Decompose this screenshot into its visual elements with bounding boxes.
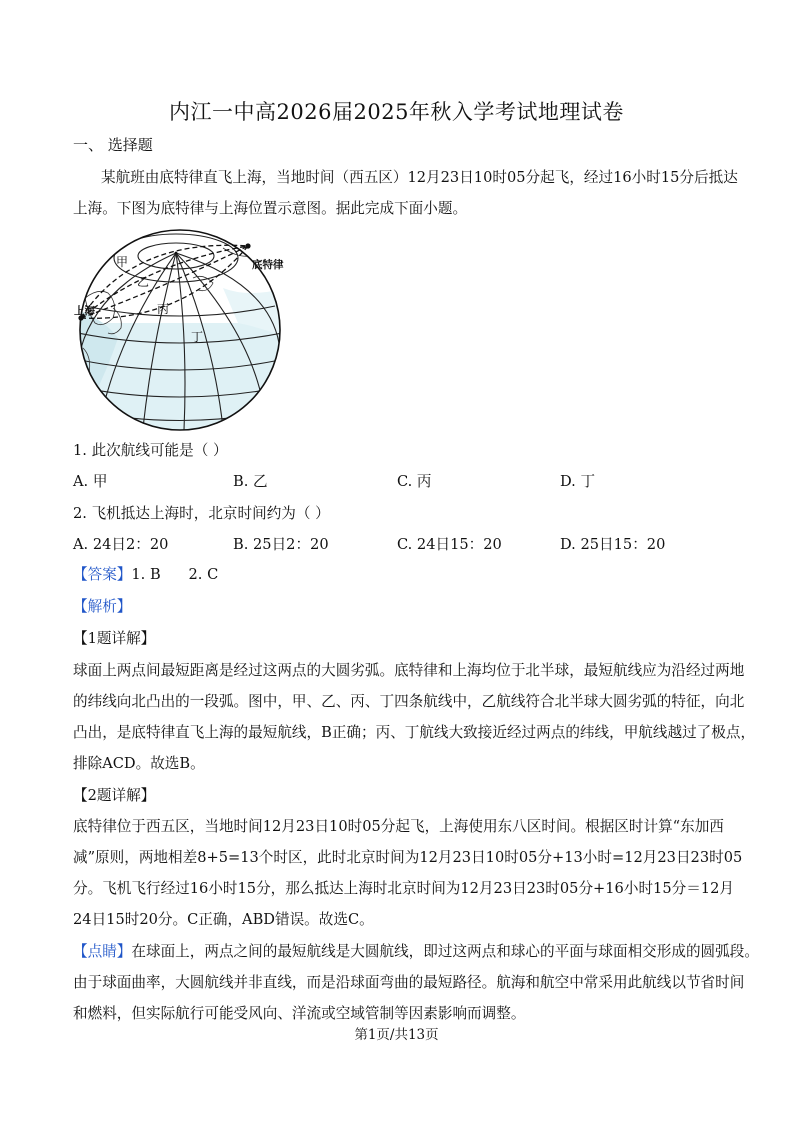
detail-2-line: 减”原则，两地相差8+5=13个时区，此时北京时间为12月23日10时05分+13小时=12月23日23时05 [73, 849, 743, 866]
detail-1-line: 排除ACD。故选B。 [73, 755, 205, 772]
detail-1-line: 的纬线向北凸出的一段弧。图中，甲、乙、丙、丁四条航线中，乙航线符合北半球大圆劣弧的特征，向北 [73, 693, 745, 710]
analysis-tag: 【解析】 [73, 598, 132, 615]
q1-option-b: B. 乙 [233, 473, 268, 490]
detail-2-line: 底特律位于西五区，当地时间12月23日10时05分起飞，上海使用东八区时间。根据区时计算“东加西 [73, 818, 724, 835]
note-line: 和燃料，但实际航行可能受风向、洋流或空域管制等因素影响而调整。 [73, 1005, 526, 1022]
answer-tag: 【答案】 [73, 566, 132, 583]
intro-line-2: 上海。下图为底特律与上海位置示意图。据此完成下面小题。 [73, 200, 468, 217]
q1-option-c: C. 丙 [397, 473, 432, 490]
note-line: 由于球面曲率，大圆航线并非直线，而是沿球面弯曲的最短路径。航海和航空中常采用此航线以节省时间 [73, 974, 745, 991]
answer-line [73, 563, 218, 584]
q1-option-a: A. 甲 [73, 473, 108, 490]
label-bing: 丙 [157, 302, 170, 316]
north-pole-point [175, 252, 178, 255]
note-line-1 [73, 940, 759, 961]
q2-option-b: B. 25日2：20 [233, 536, 329, 553]
detail-1-line: 球面上两点间最短距离是经过这两点的大圆劣弧。底特律和上海均位于北半球，最短航线应为沿经过两地 [73, 662, 745, 679]
detail-2-line: 24日15时20分。C正确，ABD错误。故选C。 [73, 911, 374, 928]
note-tag: 【点睛】 [73, 943, 132, 960]
detroit-point [245, 243, 250, 248]
q2-option-a: A. 24日2：20 [73, 536, 169, 553]
detail-1-tag: 【1题详解】 [73, 630, 156, 647]
question-1-stem: 1. 此次航线可能是（ ） [73, 442, 228, 459]
detail-2-line: 分。飞机飞行经过16小时15分，那么抵达上海时北京时间为12月23日23时05分+16小时15分＝12月 [73, 880, 734, 897]
page-footer: 第1页/共13页 [354, 1027, 439, 1043]
section-heading: 一、 选择题 [73, 136, 153, 154]
label-yi: 乙 [137, 275, 150, 289]
label-ding: 丁 [191, 330, 204, 344]
label-shanghai: 上海 [74, 305, 95, 317]
label-detroit: 底特律 [252, 259, 284, 271]
exam-title: 内江一中高2026届2025年秋入学考试地理试卷 [169, 100, 624, 124]
q2-option-d: D. 25日15：20 [560, 536, 666, 553]
question-2-stem: 2. 飞机抵达上海时，北京时间约为（ ） [73, 505, 330, 522]
globe-figure [73, 228, 287, 432]
detail-1-line: 凸出，是底特律直飞上海的最短航线，B正确；丙、丁航线大致接近经过两点的纬线，甲航线越过了极点， [73, 724, 756, 741]
intro-line-1: 某航班由底特律直飞上海，当地时间（西五区）12月23日10时05分起飞，经过16小时15分后抵达 [101, 169, 738, 186]
q2-option-c: C. 24日15：20 [397, 536, 502, 553]
detail-2-tag: 【2题详解】 [73, 787, 156, 804]
q1-option-d: D. 丁 [560, 473, 596, 490]
label-jia: 甲 [116, 255, 129, 269]
note-text: 在球面上，两点之间的最短航线是大圆航线，即过这两点和球心的平面与球面相交形成的圆弧段。 [131, 943, 759, 960]
answer-text: 1. B 2. C [131, 566, 219, 583]
